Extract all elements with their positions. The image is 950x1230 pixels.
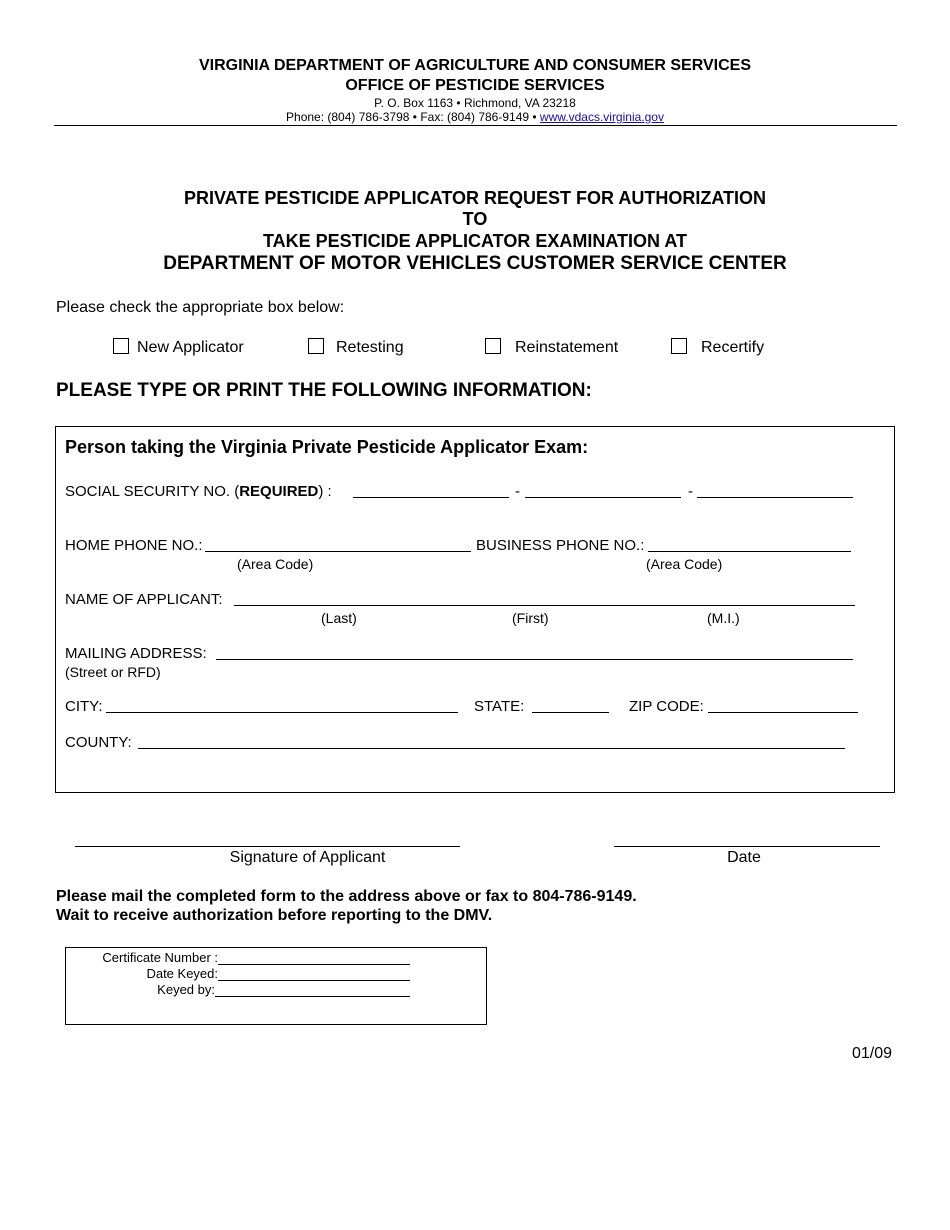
county-label: COUNTY: [65, 734, 132, 751]
applicant-box-heading: Person taking the Virginia Private Pesticide Applicator Exam: [65, 437, 589, 457]
home-area-code-note: (Area Code) [237, 556, 314, 572]
signature-label: Signature of Applicant [229, 849, 386, 866]
option-label: Recertify [701, 339, 765, 356]
middle-initial-note: (M.I.) [707, 610, 740, 626]
city-label: CITY: [65, 698, 103, 715]
option-label: New Applicator [137, 339, 244, 356]
business-phone-label: BUSINESS PHONE NO.: [476, 537, 645, 554]
print-heading: PLEASE TYPE OR PRINT THE FOLLOWING INFORMATION: [56, 380, 592, 401]
checkbox[interactable] [308, 338, 324, 354]
first-name-note: (First) [512, 610, 549, 626]
checkbox[interactable] [671, 338, 687, 354]
option-retesting[interactable] [308, 338, 404, 357]
ssn-field-part3[interactable] [697, 497, 853, 498]
signature-field[interactable] [75, 846, 460, 847]
state-field[interactable] [532, 712, 609, 713]
applicant-name-field[interactable] [234, 605, 855, 606]
keyed-by-field[interactable] [215, 996, 410, 997]
applicant-info-box [55, 426, 895, 793]
form-title-line1: PRIVATE PESTICIDE APPLICATOR REQUEST FOR AUTHORIZATION [183, 188, 767, 208]
ssn-label: SOCIAL SECURITY NO. (REQUIRED) : [65, 483, 332, 500]
option-recertify[interactable] [671, 338, 764, 357]
state-label: STATE: [474, 698, 525, 715]
zip-label: ZIP CODE: [629, 698, 704, 715]
option-label: Retesting [336, 339, 404, 356]
mail-instruction: Please mail the completed form to the address above or fax to 804-786-9149. [56, 888, 637, 905]
certificate-number-label: Certificate Number : [102, 950, 218, 965]
checkbox[interactable] [485, 338, 501, 354]
date-keyed-label: Date Keyed: [146, 966, 218, 981]
contact-line [0, 110, 950, 124]
checkbox[interactable] [113, 338, 129, 354]
header-divider [54, 125, 897, 126]
ssn-field-part2[interactable] [525, 497, 681, 498]
check-instruction: Please check the appropriate box below: [56, 299, 345, 316]
date-field[interactable] [614, 846, 880, 847]
ssn-dash: - [515, 483, 520, 500]
street-note: (Street or RFD) [65, 664, 161, 680]
form-title-line4: DEPARTMENT OF MOTOR VEHICLES CUSTOMER SERVICE CENTER [163, 253, 787, 274]
city-field[interactable] [106, 712, 458, 713]
last-name-note: (Last) [321, 610, 357, 626]
address-line: P. O. Box 1163 • Richmond, VA 23218 [374, 96, 576, 110]
business-area-code-note: (Area Code) [646, 556, 723, 572]
agency-name: VIRGINIA DEPARTMENT OF AGRICULTURE AND CONSUMER SERVICES [198, 57, 752, 74]
keyed-by-label: Keyed by: [157, 982, 215, 997]
form-title-line3: TAKE PESTICIDE APPLICATOR EXAMINATION AT [262, 231, 687, 251]
form-version: 01/09 [852, 1045, 893, 1062]
mailing-address-label: MAILING ADDRESS: [65, 645, 207, 662]
certificate-number-field[interactable] [218, 964, 410, 965]
county-field[interactable] [138, 748, 845, 749]
date-keyed-field[interactable] [218, 980, 410, 981]
office-name: OFFICE OF PESTICIDE SERVICES [345, 77, 605, 94]
website-link[interactable]: www.vdacs.virginia.gov [539, 110, 664, 124]
option-new-applicator[interactable] [113, 338, 244, 357]
home-phone-field[interactable] [205, 551, 471, 552]
mailing-address-field[interactable] [216, 659, 853, 660]
option-label: Reinstatement [515, 339, 619, 356]
ssn-field-part1[interactable] [353, 497, 509, 498]
contact-text: Phone: (804) 786-3798 • Fax: (804) 786-9149 • [286, 110, 540, 124]
ssn-dash: - [688, 483, 693, 500]
business-phone-field[interactable] [648, 551, 851, 552]
option-reinstatement[interactable] [485, 338, 618, 357]
form-title-line2: TO [462, 209, 488, 229]
date-label: Date [727, 849, 761, 866]
zip-field[interactable] [708, 712, 858, 713]
wait-instruction: Wait to receive authorization before reporting to the DMV. [56, 907, 493, 924]
applicant-name-label: NAME OF APPLICANT: [65, 591, 223, 608]
home-phone-label: HOME PHONE NO.: [65, 537, 203, 554]
